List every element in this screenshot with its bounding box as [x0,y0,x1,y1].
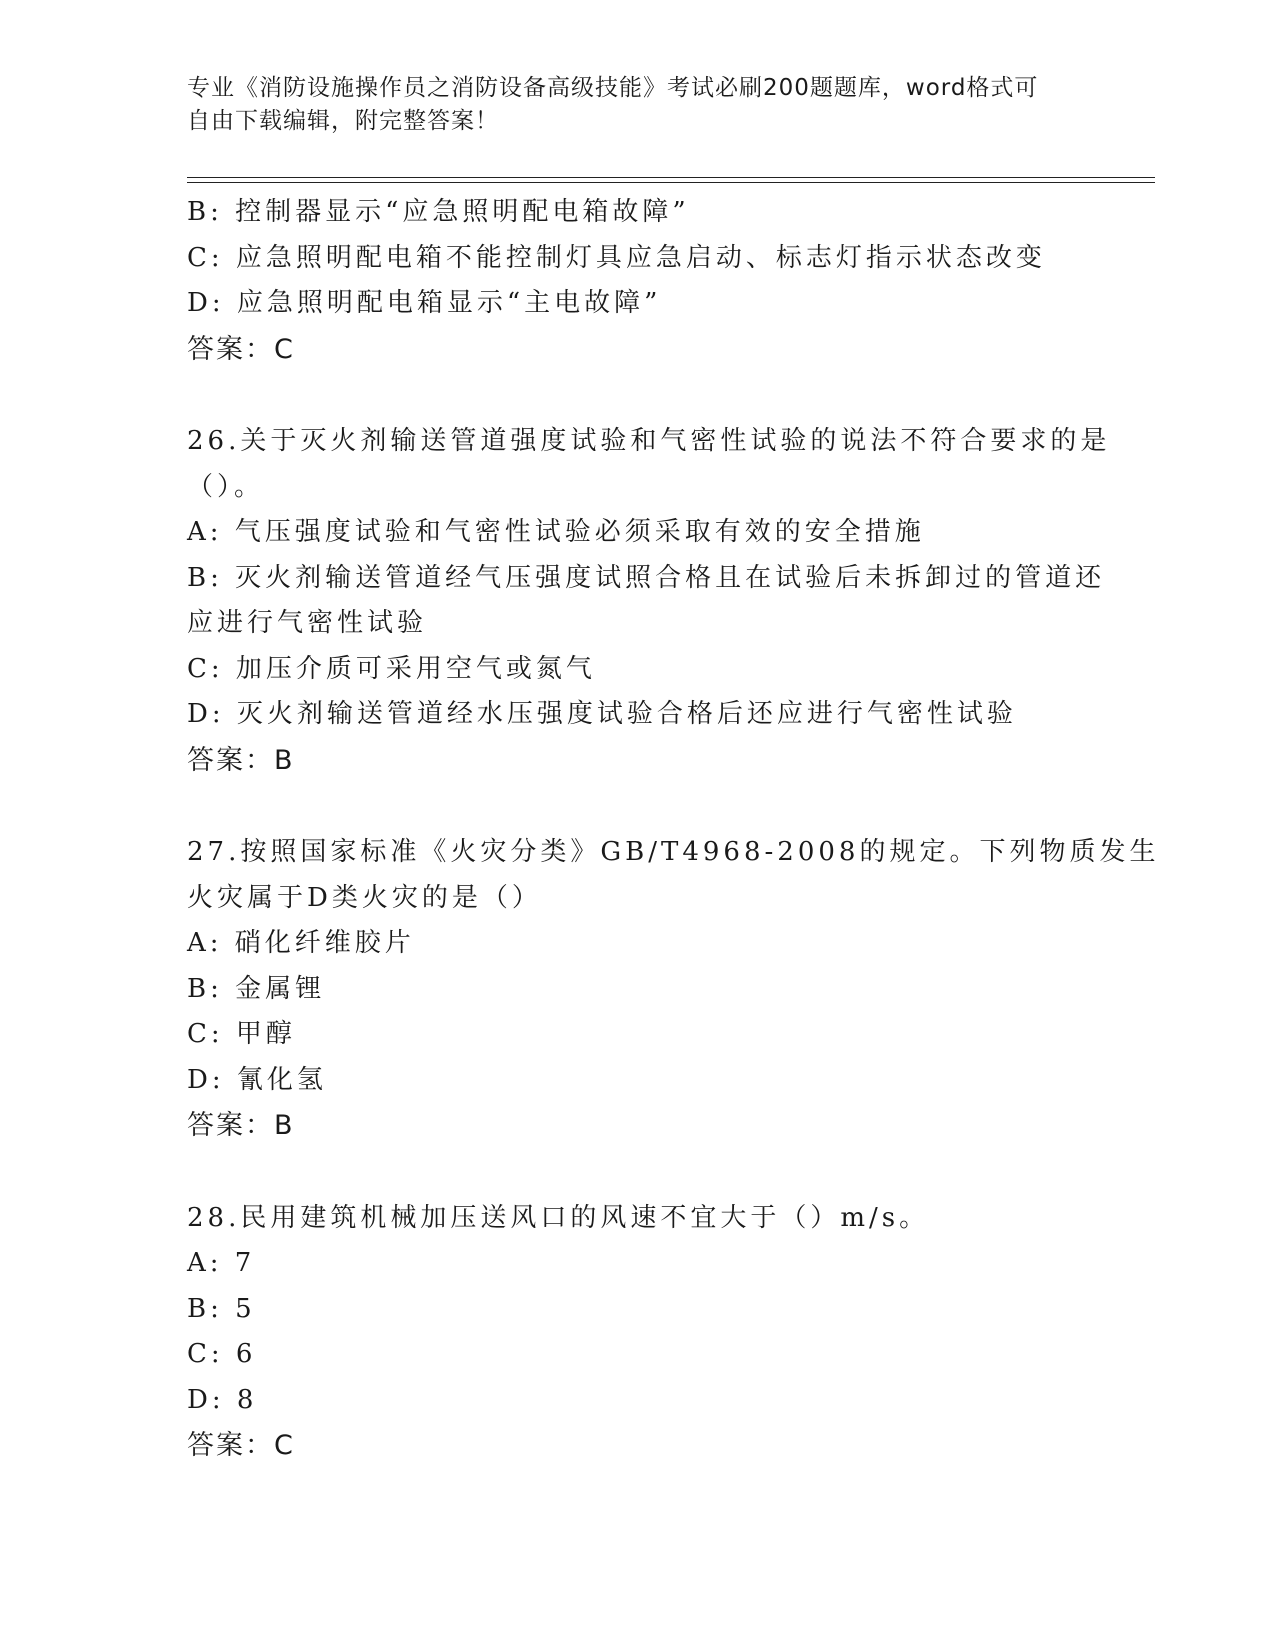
option-b-line-2: 应进行气密性试验 [187,608,428,638]
option-d: D: 氰化氢 [187,1064,327,1095]
document-header [187,72,1067,138]
question-stem: 28.民用建筑机械加压送风口的风速不宜大于（）m/s。 [187,1202,930,1233]
option-c: C: 应急照明配电箱不能控制灯具应急启动、标志灯指示状态改变 [187,242,1046,273]
option-c: C: 6 [187,1339,257,1369]
question-stem-line-1: 26.关于灭火剂输送管道强度试验和气密性试验的说法不符合要求的是 [187,426,1111,456]
spacer [187,1149,1087,1196]
header-line-1: 专业《消防设施操作员之消防设备高级技能》考试必刷200题题库，word格式可 [187,75,1039,101]
spacer [187,783,1087,830]
option-b-line-1: B: 灭火剂输送管道经气压强度试照合格且在试验后未拆卸过的管道还 [187,562,1106,593]
header-divider-top [187,177,1155,178]
question-stem-line-2: 火灾属于D类火灾的是（） [187,882,542,913]
question-stem-line-1: 27.按照国家标准《火灾分类》GB/T4968-2008的规定。下列物质发生 [187,837,1160,867]
answer-line: 答案：B [187,1110,295,1141]
option-c: C: 甲醇 [187,1019,296,1049]
header-divider-bottom [187,182,1155,183]
question-block-continued [187,190,1087,372]
option-b: B: 金属锂 [187,973,326,1004]
question-26 [187,419,1111,783]
answer-line: 答案：C [187,333,295,365]
question-27 [187,830,1160,1149]
header-line-2: 自由下载编辑，附完整答案！ [187,108,499,134]
answer-line: 答案：B [187,744,295,776]
option-d: D: 应急照明配电箱显示“主电故障” [187,288,662,318]
question-stem-line-2: （）。 [187,471,265,502]
option-d: D: 8 [187,1384,258,1415]
option-a: A: 气压强度试验和气密性试验必须采取有效的安全措施 [187,517,925,547]
option-b: B: 控制器显示“应急照明配电箱故障” [187,197,690,227]
option-c: C: 加压介质可采用空气或氮气 [187,653,596,684]
spacer [187,372,1087,419]
question-28 [187,1196,1087,1469]
option-d: D: 灭火剂输送管道经水压强度试验合格后还应进行气密性试验 [187,699,1017,729]
option-b: B: 5 [187,1293,256,1324]
question-content [187,190,1160,1469]
option-a: A: 7 [187,1248,256,1278]
answer-line: 答案：C [187,1430,295,1461]
option-a: A: 硝化纤维胶片 [187,928,415,958]
